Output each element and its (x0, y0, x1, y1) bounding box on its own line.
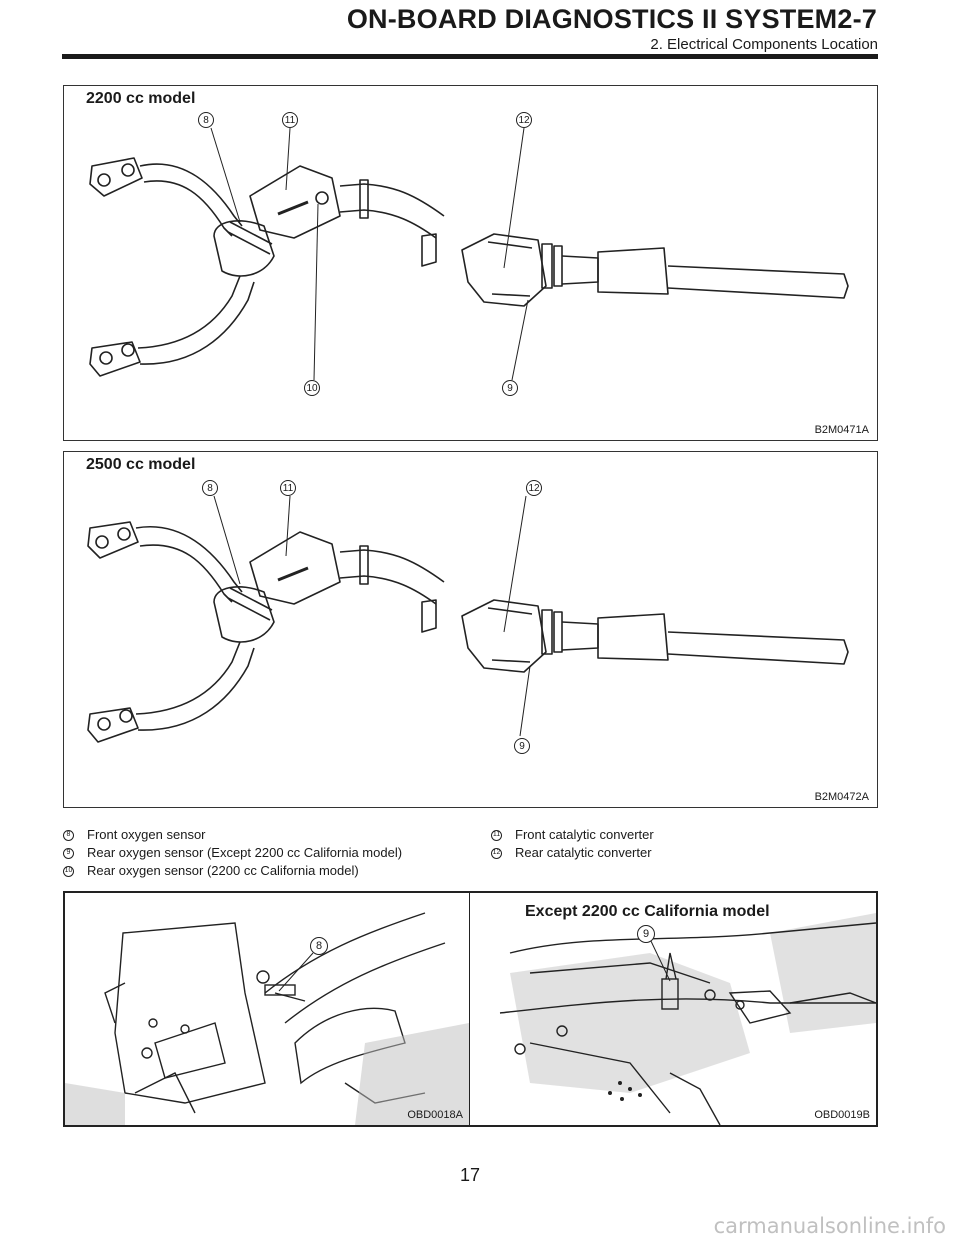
legend-number: 8 (63, 830, 74, 841)
legend-left (63, 826, 402, 880)
header-title-text: ON-BOARD DIAGNOSTICS II SYSTEM (346, 4, 838, 34)
photo-title: Except 2200 cc California model (525, 903, 770, 920)
callout-11: 11 (280, 480, 296, 496)
callout-9: 9 (637, 925, 655, 943)
figure-title: 2500 cc model (86, 456, 196, 473)
callout-9: 9 (502, 380, 518, 396)
legend-number: 12 (491, 848, 502, 859)
legend-number: 9 (63, 848, 74, 859)
callout-12: 12 (526, 480, 542, 496)
callout-12: 12 (516, 112, 532, 128)
photo-code: OBD0018A (407, 1109, 463, 1121)
photo-code: OBD0019B (814, 1109, 870, 1121)
legend-right (491, 826, 654, 862)
callout-10: 10 (304, 380, 320, 396)
page-number: 17 (459, 1165, 481, 1185)
legend-item (63, 844, 402, 862)
header-divider (62, 54, 878, 59)
figure-code: B2M0471A (814, 424, 869, 436)
callout-8: 8 (198, 112, 214, 128)
photo-panel (63, 891, 878, 1127)
exhaust-system-diagram-2200 (64, 86, 877, 440)
callout-11: 11 (282, 112, 298, 128)
callout-8: 8 (202, 480, 218, 496)
figure-2500cc (63, 451, 878, 808)
watermark: carmanualsonline.info (713, 1214, 946, 1238)
legend-text: Front oxygen sensor (87, 827, 206, 842)
front-oxygen-sensor-photo (65, 893, 469, 1125)
legend-number: 11 (491, 830, 502, 841)
legend-item (491, 844, 654, 862)
figure-title: 2200 cc model (86, 90, 196, 107)
figure-2200cc (63, 85, 878, 441)
photo-rear-sensor (470, 893, 876, 1125)
legend-text: Front catalytic converter (515, 827, 654, 842)
exhaust-system-diagram-2500 (64, 452, 877, 807)
section-number: 2-7 (837, 4, 877, 34)
legend-item (63, 862, 402, 880)
rear-oxygen-sensor-photo (470, 893, 876, 1125)
legend-text: Rear catalytic converter (515, 845, 652, 860)
figure-code: B2M0472A (814, 791, 869, 803)
callout-8: 8 (310, 937, 328, 955)
page-header-title (0, 4, 877, 35)
legend-item (63, 826, 402, 844)
section-subtitle: 2. Electrical Components Location (650, 36, 878, 53)
callout-9: 9 (514, 738, 530, 754)
legend-text: Rear oxygen sensor (Except 2200 cc California model) (87, 845, 403, 860)
photo-front-sensor (65, 893, 469, 1125)
legend-item (491, 826, 654, 844)
legend-number: 10 (63, 866, 74, 877)
legend-text: Rear oxygen sensor (2200 cc California model) (87, 863, 359, 878)
